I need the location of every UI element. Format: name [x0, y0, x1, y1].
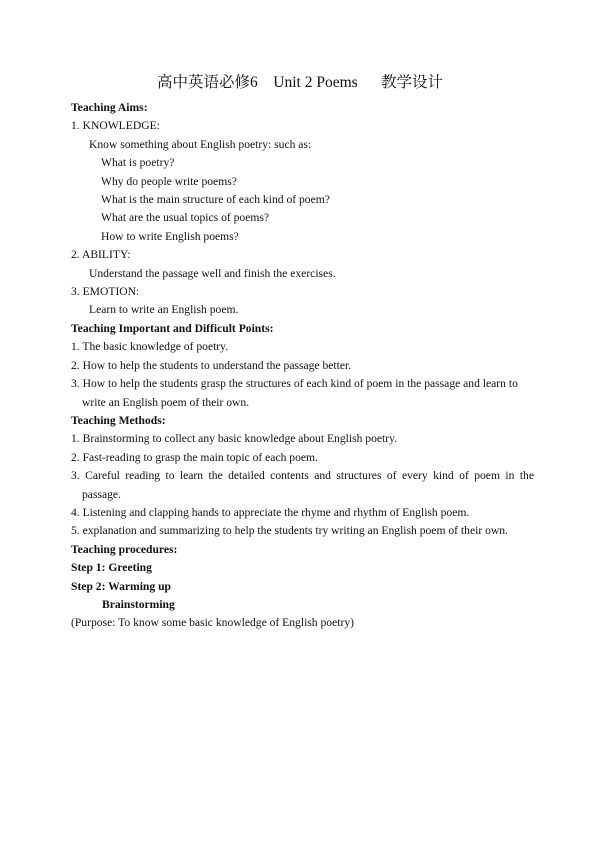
brainstorming-subheading: Brainstorming [102, 597, 175, 611]
document-title: 高中英语必修6 Unit 2 Poems 教学设计 [157, 74, 443, 91]
ability-text: Understand the passage well and finish the exercises. [89, 266, 336, 280]
step-2-heading: Step 2: Warming up [71, 579, 171, 593]
teaching-aims-heading: Teaching Aims: [71, 101, 148, 114]
ability-heading: 2. ABILITY: [71, 248, 131, 262]
step-1-heading: Step 1: Greeting [71, 561, 152, 575]
method-item-5: 5. explanation and summarizing to help the students try writing an English poem of their own. [71, 524, 508, 538]
knowledge-heading: 1. KNOWLEDGE: [71, 119, 160, 133]
emotion-heading: 3. EMOTION: [71, 285, 140, 299]
knowledge-item-2: Why do people write poems? [101, 174, 237, 188]
knowledge-intro: Know something about English poetry: such as: [89, 137, 312, 151]
method-item-3: 3. Careful reading to learn the detailed contents and structures of every kind of poem in the passage. [71, 469, 534, 501]
method-item-4: 4. Listening and clapping hands to appreciate the rhyme and rhythm of English poem. [71, 505, 470, 519]
knowledge-item-3: What is the main structure of each kind of poem? [101, 193, 330, 207]
document-body [71, 99, 534, 633]
knowledge-item-5: How to write English poems? [101, 229, 239, 243]
knowledge-item-4: What are the usual topics of poems? [101, 211, 270, 225]
point-item-2: 2. How to help the students to understand the passage better. [71, 358, 352, 372]
points-heading: Teaching Important and Difficult Points: [71, 321, 274, 335]
method-item-2: 2. Fast-reading to grasp the main topic of each poem. [71, 450, 318, 464]
purpose-text: (Purpose: To know some basic knowledge of English poetry) [71, 616, 354, 630]
method-item-1: 1. Brainstorming to collect any basic knowledge about English poetry. [71, 432, 398, 446]
methods-heading: Teaching Methods: [71, 413, 166, 427]
emotion-text: Learn to write an English poem. [89, 303, 239, 317]
point-item-1: 1. The basic knowledge of poetry. [71, 340, 229, 354]
knowledge-item-1: What is poetry? [101, 156, 175, 170]
point-item-3: 3. How to help the students grasp the structures of each kind of poem in the passage and learn to write an English poem of their own. [71, 377, 518, 409]
procedures-heading: Teaching procedures: [71, 542, 178, 556]
